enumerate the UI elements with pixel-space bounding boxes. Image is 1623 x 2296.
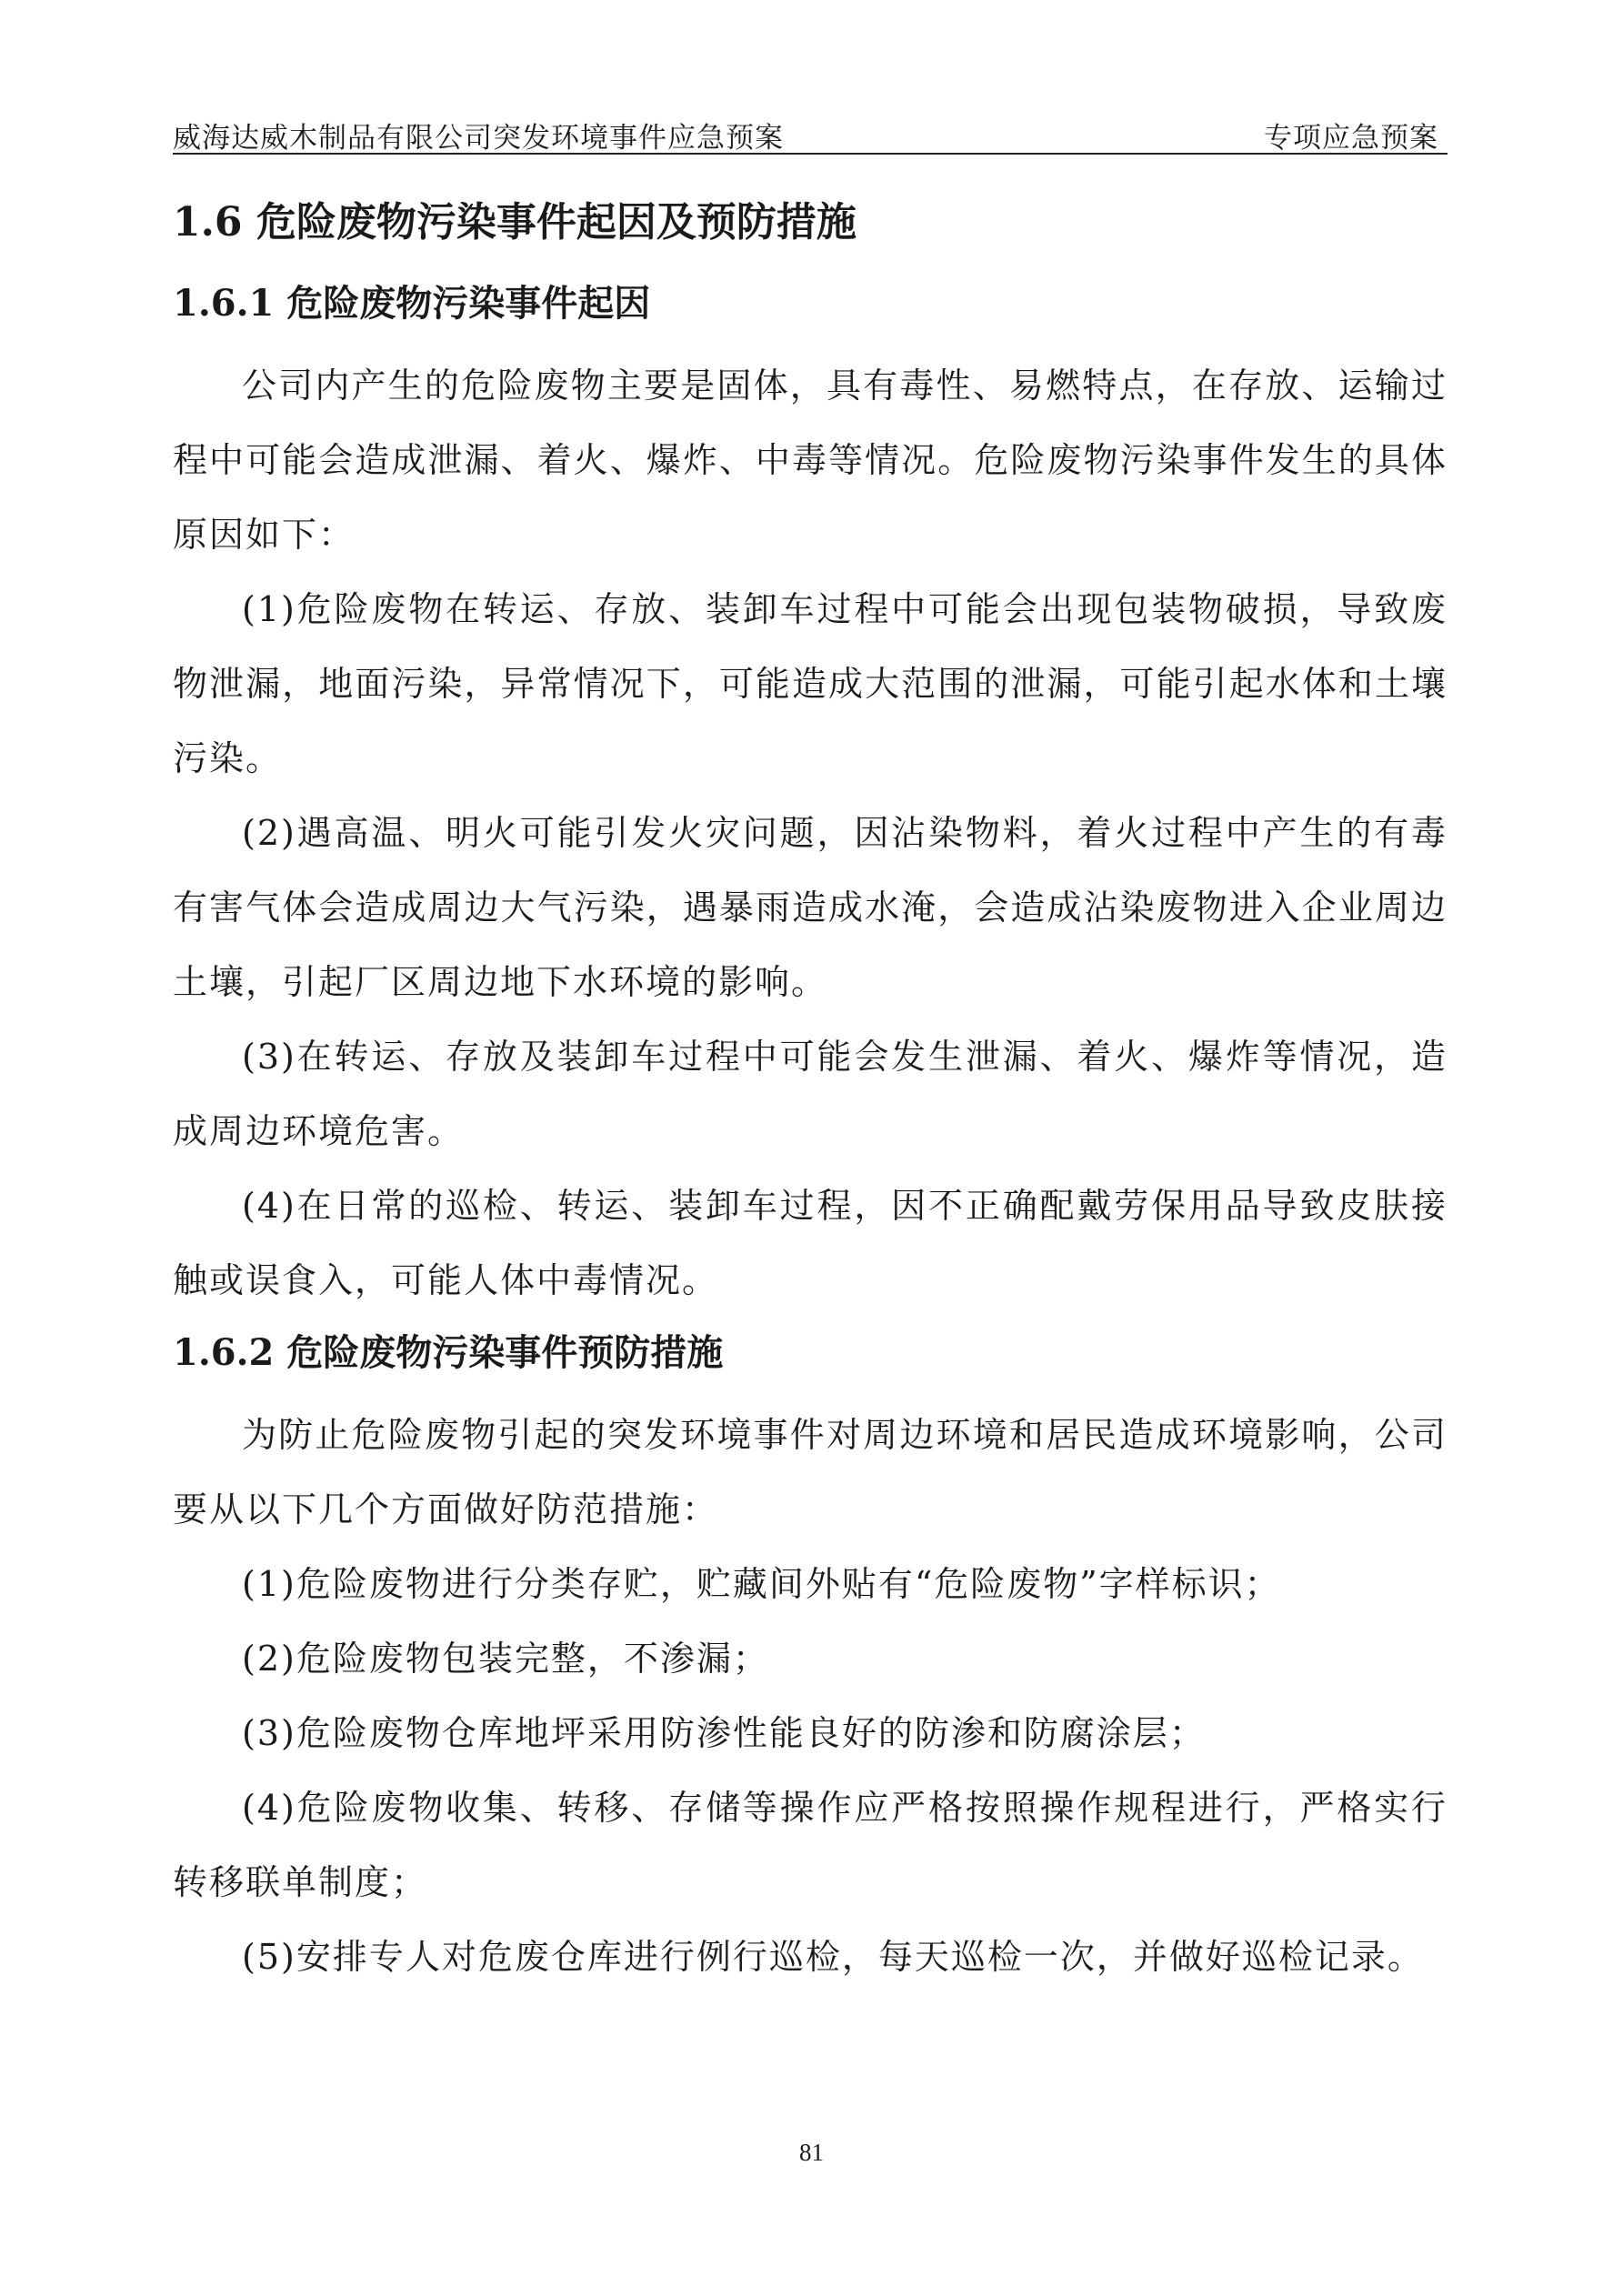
- prevention-item-3: (3)危险废物仓库地坪采用防渗性能良好的防渗和防腐涂层；: [242, 1713, 1206, 1753]
- subsection-heading-causes: 1.6.1 危险废物污染事件起因: [173, 282, 651, 325]
- page-content: [173, 186, 1448, 1994]
- cause-item-2: (2)遇高温、明火可能引发火灾问题，因沾染物料，着火过程中产生的有毒有害气体会造成周边大气污染，遇暴雨造成水淹，会造成沾染废物进入企业周边土壤，引起厂区周边地下水环境的影响。: [173, 813, 1448, 1002]
- cause-item-1: (1)危险废物在转运、存放、装卸车过程中可能会出现包装物破损，导致废物泄漏，地面污染，异常情况下，可能造成大范围的泄漏，可能引起水体和土壤污染。: [173, 589, 1448, 778]
- section-heading: 1.6 危险废物污染事件起因及预防措施: [173, 199, 857, 246]
- header-section-label: 专项应急预案: [1264, 122, 1438, 155]
- prevention-item-5: (5)安排专人对危废仓库进行例行巡检，每天巡检一次，并做好巡检记录。: [242, 1937, 1424, 1977]
- cause-item-3: (3)在转运、存放及装卸车过程中可能会发生泄漏、着火、爆炸等情况，造成周边环境危害。: [173, 1037, 1448, 1151]
- prevention-intro-paragraph: 为防止危险废物引起的突发环境事件对周边环境和居民造成环境影响，公司要从以下几个方面做好防范措施：: [173, 1415, 1448, 1529]
- page-header: [173, 111, 1448, 155]
- prevention-item-4: (4)危险废物收集、转移、存储等操作应严格按照操作规程进行，严格实行转移联单制度；: [173, 1788, 1448, 1902]
- page-number: 81: [799, 2139, 824, 2166]
- prevention-item-1: (1)危险废物进行分类存贮，贮藏间外贴有“危险废物”字样标识；: [242, 1564, 1281, 1604]
- subsection-heading-prevention: 1.6.2 危险废物污染事件预防措施: [173, 1331, 724, 1374]
- header-document-title: 威海达威木制品有限公司突发环境事件应急预案: [173, 122, 784, 155]
- causes-intro-paragraph: 公司内产生的危险废物主要是固体，具有毒性、易燃特点，在存放、运输过程中可能会造成泄漏、着火、爆炸、中毒等情况。危险废物污染事件发生的具体原因如下：: [173, 366, 1448, 555]
- cause-item-4: (4)在日常的巡检、转运、装卸车过程，因不正确配戴劳保用品导致皮肤接触或误食入，可能人体中毒情况。: [173, 1186, 1448, 1300]
- prevention-item-2: (2)危险废物包装完整，不渗漏；: [242, 1639, 769, 1679]
